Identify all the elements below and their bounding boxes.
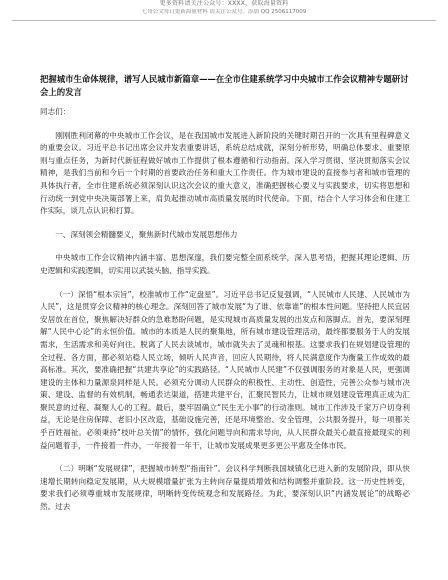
spacer [40, 278, 410, 289]
spacer [40, 119, 410, 130]
document-title: 把握城市生命体规律，谱写人民城市新篇章——在全市住建系统学习中央城市工作会议精神专题研讨会上的发言 [40, 74, 409, 97]
spacer [40, 241, 410, 252]
point-1-paragraph: （一）深悟“根本宗旨”，校准城市工作“定盘星”。习近平总书记反复强调，“人民城市人民建、人民城市为人民”，这是贯穿会议精神的核心理念。深刻回答了城市发展“为了谁、依靠谁”的根本性问题。坚持把人民宜居安居放在首位，聚焦解决好群众的急难愁盼问题，是实现城市高质量发展的出发点和落脚点。首先，要深刻理解“人民中心论”的永恒价值。城市的本质是人民的聚集地，所有城市建设管理活动，最终都要服务于人的发展需求，生活需求和美好向往。脱离了人民去谈城市，城市就失去了灵魂和根基。这要求我们在规划建设管理的全过程、各方面，都必须站稳人民立场，倾听人民声音，回应人民期待，将人民满意度作为衡量工作成效的最高标准。其次，要准确把握“共建共享论”的实践路径。“人民城市人民建”不仅强调服务的对象是人民，更强调建设的主体和力量源泉同样是人民。必须充分调动人民群众的积极性、主动性、创造性，完善公众参与城市决策、建设、监督的有效机制，畅通表达渠道，搭建共建平台，汇聚民智民力，让城市规划建设管理真正成为汇聚民意的过程、凝聚人心的工程。最后，要牢固确立“民生无小事”的行动准则。城市工作涉及千家万户切身利益，无论是住房保障、老旧小区改造，基础设施完善，还是环境整治、安全管理，公共服务提升，每一项都关乎百姓福祉。必须秉持“枝叶总关情”的情怀，强化问题导向和需求导向，从人民群众最关心最直接最现实的利益问题着手，一件接着一件办，一年接着一年干，让城市发展成果更多更公平惠及全体市民。 [40, 289, 410, 450]
header-divider [12, 20, 436, 21]
intro-paragraph: 刚刚胜利闭幕的中央城市工作会议，是在我国城市发展进入新阶段的关键时期召开的一次具有里程碑意义的重要会议。习近平总书记出席会议并发表重要讲话，系统总结成就，深刻分析形势，明确总体要求、重要原则与重点任务，为新时代新征程做好城市工作提供了根本遵循和行动指南。深入学习贯彻、坚决贯彻落实会议精神，是我们当前和今后一个时期的首要政治任务和重大工作责任。作为城市建设的直接参与者和城市管理的具体执行者，全市住建系统必须深刻认识这次会议的重大意义，准确把握核心要义与实践要求，切实将思想和行动统一到党中央决策部署上来，肩负起推动城市高质量发展的时代使命。下面，结合个人学习体会和住建工作实际，谈几点认识和打算。 [40, 130, 410, 216]
spacer [40, 452, 410, 463]
section1-intro-paragraph: 中央城市工作会议精神内涵丰富、思想深邃，我们要完整全面系统学，深入思考悟，把握其理论逻辑、历史逻辑和实践逻辑，切实用以武装头脑、指导实践。 [40, 253, 410, 275]
document-body [40, 106, 410, 514]
greeting: 同志们： [40, 107, 71, 116]
section-heading-1: 一、深刻领会精髓要义，聚焦新时代城市发展思想伟力 [55, 229, 238, 239]
header-banner: 更多资料请关注公众号：XXXX，获取海量资料 [159, 0, 289, 7]
header-subline: 七哥公文每日更新海量材料 请关注公众号。添加 QQ 2506117009 [141, 9, 307, 15]
spacer [40, 218, 410, 229]
point-2-paragraph: （二）明晰“发展规律”，把握城市转型“指南针”。会议科学判断我国城镇化已进入新的发展阶段，即从快速增长期转向稳定发展期，从大规模增量扩张为主转向存量提质增效和结构调整并重阶段。这一历史性转变，要求我们必须尊重城市发展规律，明晰转变传统观念和发展路径。为此，要深刻认识“内涵发展论”的战略必然。过去 [40, 464, 410, 512]
